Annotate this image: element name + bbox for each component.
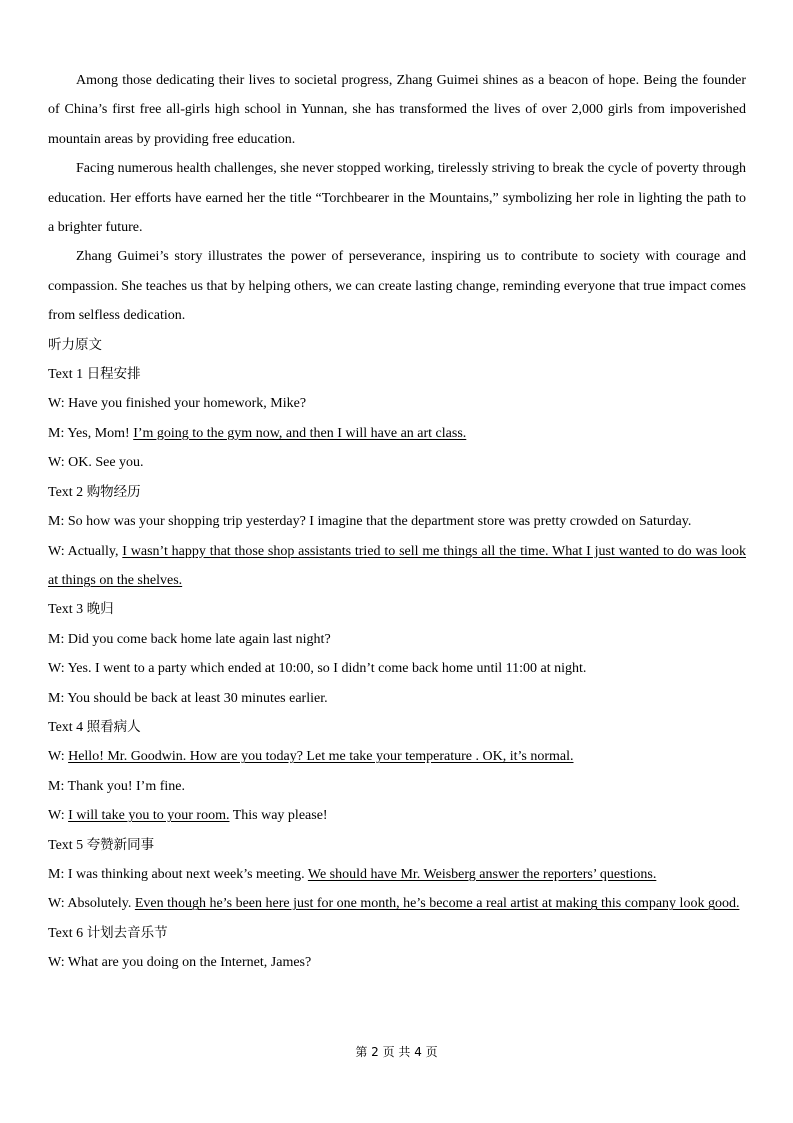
text-topic: 日程安排: [86, 366, 141, 383]
text-label: Text 1: [48, 367, 84, 383]
dialogue-line: [48, 537, 746, 596]
dialogue-line: [48, 507, 746, 536]
text-label: Text 4: [48, 719, 84, 735]
dialogue-line: [48, 772, 746, 801]
dialogue-line: [48, 419, 746, 448]
dialogue-text: Absolutely.: [67, 896, 135, 912]
dialogue-text: What are you doing on the Internet, James?: [67, 955, 312, 971]
dialogue-text: OK. See you.: [68, 455, 144, 471]
text-label: Text 2: [48, 484, 84, 500]
text-heading: [48, 713, 746, 742]
dialogue-line: [48, 448, 746, 477]
underlined-answer: We should have Mr. Weisberg answer the reporters’ questions.: [307, 866, 657, 882]
text-label: Text 5: [48, 837, 84, 853]
dialogue-line: [48, 860, 746, 889]
dialogue-text: You should be back at least 30 minutes earlier.: [67, 690, 328, 706]
speaker: W:: [48, 396, 65, 412]
essay-paragraph-3: Zhang Guimei’s story illustrates the power of perseverance, inspiring us to contribute to society with courage and compassion. She teaches us that by helping others, we can create lasting change, reminding everyone that true impact comes from selfless dedication.: [48, 249, 746, 324]
speaker: W:: [48, 808, 65, 824]
dialogue-line: [48, 948, 746, 977]
dialogue-text: Yes, Mom!: [67, 425, 134, 441]
speaker: W:: [48, 661, 65, 677]
dialogue-text: Did you come back home late again last night?: [67, 631, 331, 647]
text-topic: 夸赞新同事: [86, 836, 155, 853]
dialogue-text: Thank you! I’m fine.: [67, 778, 186, 794]
text-heading: [48, 478, 746, 507]
speaker: M:: [48, 690, 65, 706]
dialogue-line: [48, 389, 746, 418]
text-heading: [48, 919, 746, 948]
underlined-answer: I’m going to the gym now, and then I will have an art class.: [133, 425, 467, 441]
text-topic: 晚归: [86, 601, 114, 618]
dialogue-text: Have you finished your homework, Mike?: [68, 396, 307, 412]
dialogue-text: I was thinking about next week’s meeting.: [67, 866, 308, 882]
dialogue-text: This way please!: [229, 808, 328, 824]
dialogue-text: Yes. I went to a party which ended at 10:00, so I didn’t come back home until 11:00 at night.: [67, 661, 587, 677]
essay-paragraph-2: Facing numerous health challenges, she never stopped working, tirelessly striving to break the cycle of poverty through education. Her efforts have earned her the title “Torchbearer in the Mountains,” symbolizing her role in lighting the path to a brighter future.: [48, 161, 746, 236]
underlined-answer: Hello! Mr. Goodwin. How are you today? Let me take your temperature . OK, it’s normal.: [68, 749, 574, 765]
dialogue-text: So how was your shopping trip yesterday? I imagine that the department store was pretty crowded on Saturday.: [67, 514, 692, 530]
text-heading: [48, 360, 746, 389]
text-label: Text 3: [48, 602, 84, 618]
essay-paragraph-1: Among those dedicating their lives to societal progress, Zhang Guimei shines as a beacon of hope. Being the founder of China’s first free all-girls high school in Yunnan, she has transformed the lives of over 2,000 girls from impoverished mountain areas by providing free education.: [48, 73, 746, 147]
speaker: W:: [48, 896, 65, 912]
underlined-answer: I wasn’t happy that those shop assistants tried to sell me things all the time. What I just wanted to do was look at things on the shelves.: [48, 543, 746, 588]
speaker: W:: [48, 543, 65, 559]
speaker: M:: [48, 778, 65, 794]
speaker: M:: [48, 866, 65, 882]
dialogue-text: Actually,: [67, 543, 123, 559]
speaker: W:: [48, 455, 65, 471]
speaker: W:: [48, 955, 65, 971]
dialogue-line: [48, 684, 746, 713]
speaker: M:: [48, 631, 65, 647]
speaker: M:: [48, 425, 65, 441]
document-page: [48, 66, 746, 978]
text-topic: 照看病人: [86, 718, 141, 735]
text-label: Text 6: [48, 925, 84, 941]
underlined-answer: Even though he’s been here just for one month, he’s become a real artist at making this company look good.: [134, 896, 740, 912]
dialogue-line: [48, 654, 746, 683]
text-heading: [48, 831, 746, 860]
speaker: M:: [48, 514, 65, 530]
page-footer: 第 2 页 共 4 页: [355, 1045, 438, 1059]
speaker: W:: [48, 749, 65, 765]
dialogue-line: [48, 801, 746, 830]
text-heading: [48, 595, 746, 624]
text-topic: 计划去音乐节: [86, 924, 168, 941]
dialogue-line: [48, 742, 746, 771]
underlined-answer: I will take you to your room.: [68, 808, 230, 824]
text-topic: 购物经历: [86, 483, 141, 500]
transcript-heading: 听力原文: [48, 336, 102, 353]
dialogue-line: [48, 889, 746, 918]
dialogue-line: [48, 625, 746, 654]
